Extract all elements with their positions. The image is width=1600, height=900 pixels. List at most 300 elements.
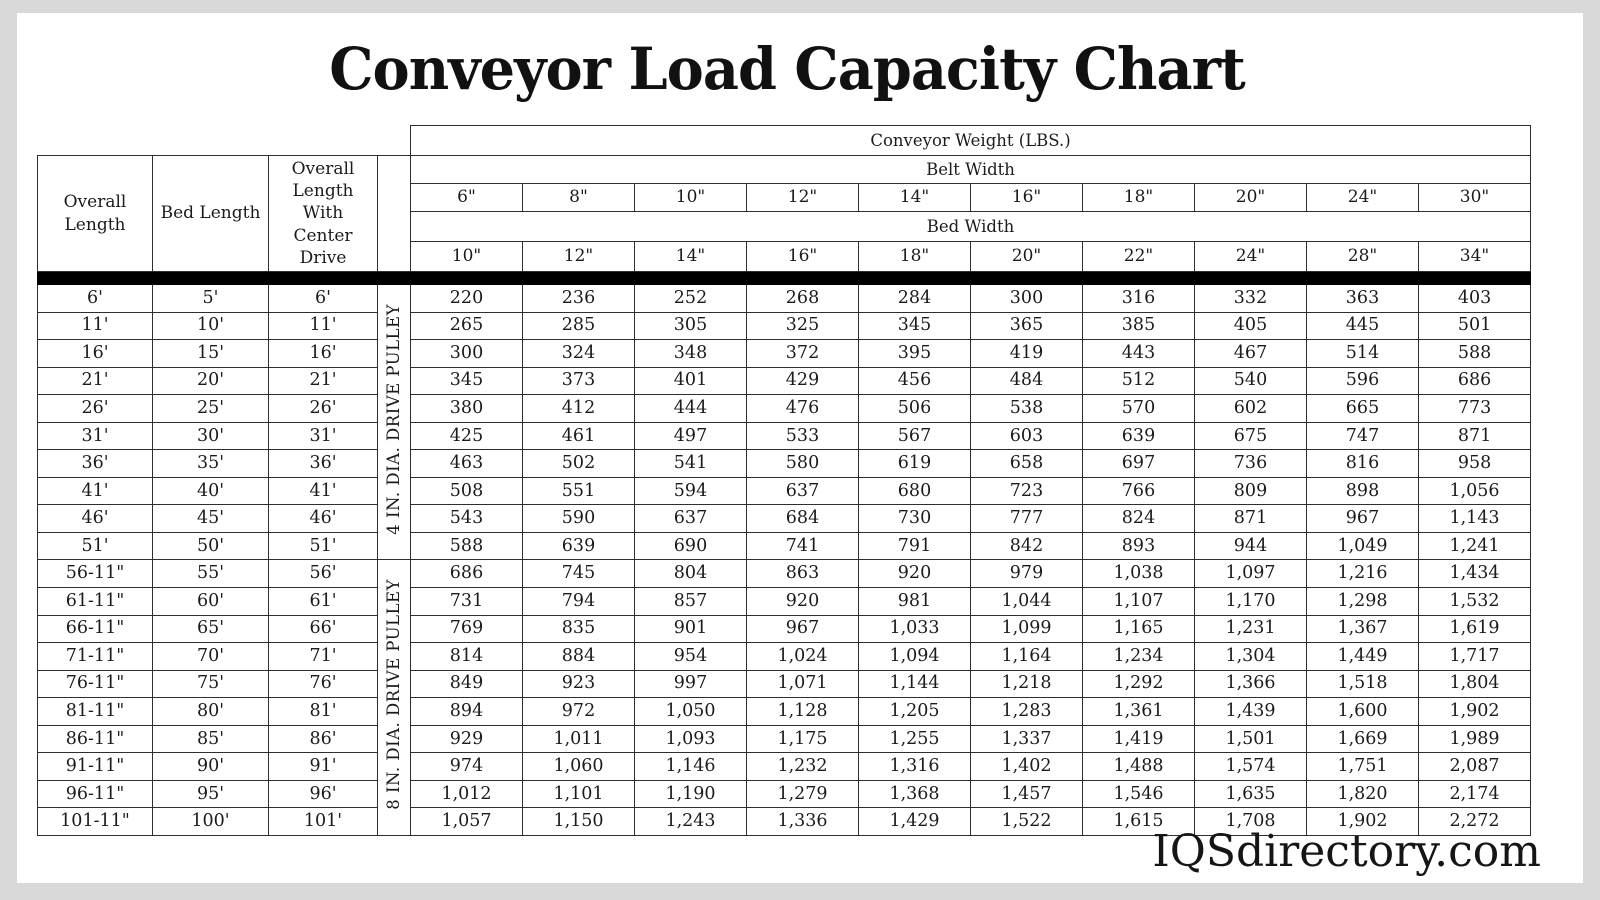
- cell-overall-length-center-drive: 51': [269, 532, 378, 560]
- cell-weight-value: 944: [1195, 532, 1307, 560]
- cell-weight-value: 1,101: [523, 780, 635, 808]
- cell-weight-value: 639: [523, 532, 635, 560]
- cell-weight-value: 923: [523, 670, 635, 698]
- cell-weight-value: 429: [747, 367, 859, 395]
- cell-weight-value: 1,402: [971, 753, 1083, 781]
- cell-weight-value: 849: [411, 670, 523, 698]
- cell-overall-length-center-drive: 26': [269, 395, 378, 423]
- cell-weight-value: 476: [747, 395, 859, 423]
- cell-overall-length-center-drive: 11': [269, 312, 378, 340]
- belt-width-size-cell: 8": [523, 184, 635, 212]
- cell-weight-value: 1,518: [1307, 670, 1419, 698]
- cell-weight-value: 893: [1083, 532, 1195, 560]
- cell-weight-value: 265: [411, 312, 523, 340]
- header-overall-length: [38, 156, 153, 272]
- cell-weight-value: 1,574: [1195, 753, 1307, 781]
- cell-weight-value: 1,434: [1419, 560, 1531, 588]
- cell-bed-length: 70': [153, 643, 269, 671]
- cell-weight-value: 686: [1419, 367, 1531, 395]
- cell-weight-value: 596: [1307, 367, 1419, 395]
- table-row: [38, 780, 1531, 808]
- bed-width-size-cell: 10": [411, 242, 523, 272]
- cell-overall-length: 41': [38, 477, 153, 505]
- cell-weight-value: 804: [635, 560, 747, 588]
- cell-weight-value: 1,038: [1083, 560, 1195, 588]
- cell-weight-value: 1,044: [971, 588, 1083, 616]
- cell-weight-value: 967: [1307, 505, 1419, 533]
- cell-overall-length: 16': [38, 340, 153, 368]
- cell-overall-length: 51': [38, 532, 153, 560]
- bed-width-size-cell: 34": [1419, 242, 1531, 272]
- cell-weight-value: 405: [1195, 312, 1307, 340]
- cell-weight-value: 538: [971, 395, 1083, 423]
- cell-weight-value: 1,429: [859, 808, 971, 836]
- cell-weight-value: 1,012: [411, 780, 523, 808]
- cell-overall-length: 96-11": [38, 780, 153, 808]
- header-bed-length: [153, 156, 269, 272]
- cell-weight-value: 502: [523, 450, 635, 478]
- cell-weight-value: 365: [971, 312, 1083, 340]
- cell-weight-value: 284: [859, 285, 971, 313]
- cell-weight-value: 345: [859, 312, 971, 340]
- belt-width-size-cell: 6": [411, 184, 523, 212]
- cell-weight-value: 1,143: [1419, 505, 1531, 533]
- belt-width-size-cell: 18": [1083, 184, 1195, 212]
- cell-weight-value: 675: [1195, 422, 1307, 450]
- cell-weight-value: 1,093: [635, 725, 747, 753]
- cell-overall-length: 31': [38, 422, 153, 450]
- cell-weight-value: 639: [1083, 422, 1195, 450]
- cell-bed-length: 85': [153, 725, 269, 753]
- cell-overall-length-center-drive: 36': [269, 450, 378, 478]
- cell-weight-value: 731: [411, 588, 523, 616]
- cell-weight-value: 777: [971, 505, 1083, 533]
- pulley-section-vertical-text: 8 IN. DIA. DRIVE PULLEY: [384, 579, 404, 811]
- cell-weight-value: 1,164: [971, 643, 1083, 671]
- cell-weight-value: 220: [411, 285, 523, 313]
- cell-weight-value: 540: [1195, 367, 1307, 395]
- cell-weight-value: 736: [1195, 450, 1307, 478]
- cell-weight-value: 1,804: [1419, 670, 1531, 698]
- cell-overall-length: 81-11": [38, 698, 153, 726]
- cell-bed-length: 55': [153, 560, 269, 588]
- cell-weight-value: 268: [747, 285, 859, 313]
- cell-weight-value: 1,522: [971, 808, 1083, 836]
- cell-weight-value: 686: [411, 560, 523, 588]
- cell-weight-value: 1,336: [747, 808, 859, 836]
- cell-weight-value: 1,146: [635, 753, 747, 781]
- cell-weight-value: 1,128: [747, 698, 859, 726]
- cell-weight-value: 997: [635, 670, 747, 698]
- cell-weight-value: 1,279: [747, 780, 859, 808]
- cell-overall-length: 36': [38, 450, 153, 478]
- cell-weight-value: 484: [971, 367, 1083, 395]
- header-bed-length-label: Bed Length: [160, 203, 261, 224]
- cell-weight-value: 1,439: [1195, 698, 1307, 726]
- cell-overall-length-center-drive: 71': [269, 643, 378, 671]
- cell-bed-length: 10': [153, 312, 269, 340]
- cell-weight-value: 723: [971, 477, 1083, 505]
- pulley-header-spacer: [378, 156, 411, 272]
- cell-weight-value: 506: [859, 395, 971, 423]
- cell-weight-value: 443: [1083, 340, 1195, 368]
- cell-weight-value: 1,902: [1419, 698, 1531, 726]
- table-row: [38, 725, 1531, 753]
- cell-overall-length: 101-11": [38, 808, 153, 836]
- cell-weight-value: 363: [1307, 285, 1419, 313]
- cell-weight-value: 1,820: [1307, 780, 1419, 808]
- cell-weight-value: 385: [1083, 312, 1195, 340]
- cell-weight-value: 898: [1307, 477, 1419, 505]
- cell-weight-value: 2,272: [1419, 808, 1531, 836]
- table-row: [38, 560, 1531, 588]
- cell-weight-value: 512: [1083, 367, 1195, 395]
- table-row: [38, 753, 1531, 781]
- cell-weight-value: 1,190: [635, 780, 747, 808]
- cell-weight-value: 456: [859, 367, 971, 395]
- header-bed-width: Bed Width: [411, 212, 1531, 242]
- cell-weight-value: 1,283: [971, 698, 1083, 726]
- cell-overall-length-center-drive: 66': [269, 615, 378, 643]
- cell-weight-value: 300: [971, 285, 1083, 313]
- cell-weight-value: 463: [411, 450, 523, 478]
- cell-weight-value: 1,234: [1083, 643, 1195, 671]
- cell-weight-value: 1,316: [859, 753, 971, 781]
- cell-weight-value: 824: [1083, 505, 1195, 533]
- header-conveyor-weight: Conveyor Weight (LBS.): [411, 126, 1531, 156]
- belt-width-size-cell: 24": [1307, 184, 1419, 212]
- cell-weight-value: 658: [971, 450, 1083, 478]
- header-overall-length-center-drive: [269, 156, 378, 272]
- cell-weight-value: 747: [1307, 422, 1419, 450]
- cell-weight-value: 1,708: [1195, 808, 1307, 836]
- cell-overall-length-center-drive: 101': [269, 808, 378, 836]
- cell-weight-value: 1,989: [1419, 725, 1531, 753]
- cell-weight-value: 395: [859, 340, 971, 368]
- cell-weight-value: 372: [747, 340, 859, 368]
- cell-overall-length-center-drive: 96': [269, 780, 378, 808]
- watermark: IQSdirectory.com: [1152, 826, 1541, 877]
- cell-weight-value: 567: [859, 422, 971, 450]
- cell-weight-value: 1,071: [747, 670, 859, 698]
- header-separator-band: [38, 272, 1531, 285]
- cell-weight-value: 380: [411, 395, 523, 423]
- cell-bed-length: 25': [153, 395, 269, 423]
- cell-overall-length: 91-11": [38, 753, 153, 781]
- table-row: [38, 340, 1531, 368]
- cell-overall-length-center-drive: 41': [269, 477, 378, 505]
- cell-weight-value: 1,501: [1195, 725, 1307, 753]
- cell-bed-length: 20': [153, 367, 269, 395]
- cell-overall-length-center-drive: 91': [269, 753, 378, 781]
- cell-weight-value: 745: [523, 560, 635, 588]
- cell-weight-value: 979: [971, 560, 1083, 588]
- cell-weight-value: 348: [635, 340, 747, 368]
- cell-weight-value: 2,174: [1419, 780, 1531, 808]
- cell-weight-value: 497: [635, 422, 747, 450]
- cell-weight-value: 791: [859, 532, 971, 560]
- cell-bed-length: 45': [153, 505, 269, 533]
- cell-weight-value: 373: [523, 367, 635, 395]
- cell-weight-value: 1,366: [1195, 670, 1307, 698]
- cell-weight-value: 1,011: [523, 725, 635, 753]
- cell-weight-value: 1,094: [859, 643, 971, 671]
- cell-weight-value: 1,050: [635, 698, 747, 726]
- cell-weight-value: 467: [1195, 340, 1307, 368]
- cell-weight-value: 816: [1307, 450, 1419, 478]
- cell-weight-value: 773: [1419, 395, 1531, 423]
- pulley-section-label-4in: [378, 285, 411, 560]
- cell-bed-length: 95': [153, 780, 269, 808]
- header-overall-length-label: Overall Length: [63, 192, 127, 235]
- belt-width-size-cell: 10": [635, 184, 747, 212]
- cell-overall-length: 6': [38, 285, 153, 313]
- table-row: [38, 588, 1531, 616]
- cell-bed-length: 65': [153, 615, 269, 643]
- cell-weight-value: 637: [635, 505, 747, 533]
- cell-overall-length: 21': [38, 367, 153, 395]
- cell-weight-value: 1,449: [1307, 643, 1419, 671]
- cell-weight-value: 1,546: [1083, 780, 1195, 808]
- cell-weight-value: 1,292: [1083, 670, 1195, 698]
- cell-weight-value: 842: [971, 532, 1083, 560]
- cell-overall-length-center-drive: 81': [269, 698, 378, 726]
- cell-weight-value: 680: [859, 477, 971, 505]
- table-row: [38, 312, 1531, 340]
- cell-weight-value: 1,368: [859, 780, 971, 808]
- cell-weight-value: 603: [971, 422, 1083, 450]
- cell-weight-value: 1,144: [859, 670, 971, 698]
- table-row: [38, 285, 1531, 313]
- cell-bed-length: 50': [153, 532, 269, 560]
- cell-weight-value: 1,218: [971, 670, 1083, 698]
- cell-weight-value: 835: [523, 615, 635, 643]
- belt-width-size-cell: 14": [859, 184, 971, 212]
- cell-weight-value: 863: [747, 560, 859, 588]
- pulley-section-label-8in: [378, 560, 411, 835]
- table-row: [38, 643, 1531, 671]
- cell-weight-value: 1,107: [1083, 588, 1195, 616]
- page-background: [17, 13, 1583, 883]
- cell-weight-value: 533: [747, 422, 859, 450]
- cell-weight-value: 1,615: [1083, 808, 1195, 836]
- cell-weight-value: 345: [411, 367, 523, 395]
- cell-weight-value: 972: [523, 698, 635, 726]
- cell-overall-length: 26': [38, 395, 153, 423]
- cell-weight-value: 665: [1307, 395, 1419, 423]
- bed-width-size-cell: 28": [1307, 242, 1419, 272]
- cell-overall-length-center-drive: 6': [269, 285, 378, 313]
- cell-overall-length-center-drive: 31': [269, 422, 378, 450]
- cell-weight-value: 1,635: [1195, 780, 1307, 808]
- cell-weight-value: 1,205: [859, 698, 971, 726]
- cell-weight-value: 551: [523, 477, 635, 505]
- cell-weight-value: 305: [635, 312, 747, 340]
- cell-weight-value: 769: [411, 615, 523, 643]
- cell-weight-value: 871: [1195, 505, 1307, 533]
- belt-width-size-cell: 16": [971, 184, 1083, 212]
- load-capacity-table: [37, 125, 1531, 836]
- cell-weight-value: 316: [1083, 285, 1195, 313]
- table-row: [38, 450, 1531, 478]
- cell-weight-value: 981: [859, 588, 971, 616]
- cell-weight-value: 425: [411, 422, 523, 450]
- table-row: [38, 395, 1531, 423]
- cell-weight-value: 1,419: [1083, 725, 1195, 753]
- cell-weight-value: 444: [635, 395, 747, 423]
- cell-weight-value: 1,099: [971, 615, 1083, 643]
- cell-weight-value: 690: [635, 532, 747, 560]
- table-row: [38, 367, 1531, 395]
- cell-weight-value: 684: [747, 505, 859, 533]
- cell-overall-length: 71-11": [38, 643, 153, 671]
- cell-weight-value: 1,669: [1307, 725, 1419, 753]
- cell-weight-value: 929: [411, 725, 523, 753]
- cell-weight-value: 1,170: [1195, 588, 1307, 616]
- cell-weight-value: 1,231: [1195, 615, 1307, 643]
- cell-weight-value: 1,150: [523, 808, 635, 836]
- cell-weight-value: 920: [747, 588, 859, 616]
- cell-weight-value: 730: [859, 505, 971, 533]
- cell-weight-value: 461: [523, 422, 635, 450]
- cell-bed-length: 90': [153, 753, 269, 781]
- cell-weight-value: 884: [523, 643, 635, 671]
- header-overall-length-center-drive-label: Overall Length With Center Drive: [291, 159, 355, 268]
- cell-weight-value: 419: [971, 340, 1083, 368]
- cell-weight-value: 252: [635, 285, 747, 313]
- cell-weight-value: 1,175: [747, 725, 859, 753]
- cell-bed-length: 15': [153, 340, 269, 368]
- cell-weight-value: 871: [1419, 422, 1531, 450]
- cell-weight-value: 637: [747, 477, 859, 505]
- cell-weight-value: 766: [1083, 477, 1195, 505]
- cell-overall-length-center-drive: 56': [269, 560, 378, 588]
- cell-weight-value: 1,488: [1083, 753, 1195, 781]
- bed-width-size-cell: 22": [1083, 242, 1195, 272]
- cell-weight-value: 1,457: [971, 780, 1083, 808]
- bed-width-size-cell: 16": [747, 242, 859, 272]
- table-row: [38, 532, 1531, 560]
- cell-bed-length: 100': [153, 808, 269, 836]
- chart-title: Conveyor Load Capacity Chart: [329, 35, 1245, 103]
- cell-overall-length-center-drive: 76': [269, 670, 378, 698]
- table-row: [38, 670, 1531, 698]
- cell-weight-value: 1,049: [1307, 532, 1419, 560]
- cell-weight-value: 541: [635, 450, 747, 478]
- cell-weight-value: 501: [1419, 312, 1531, 340]
- cell-weight-value: 1,304: [1195, 643, 1307, 671]
- cell-overall-length-center-drive: 46': [269, 505, 378, 533]
- cell-weight-value: 325: [747, 312, 859, 340]
- cell-weight-value: 1,361: [1083, 698, 1195, 726]
- cell-weight-value: 1,216: [1307, 560, 1419, 588]
- cell-overall-length: 86-11": [38, 725, 153, 753]
- cell-weight-value: 543: [411, 505, 523, 533]
- table-row: [38, 615, 1531, 643]
- cell-overall-length: 11': [38, 312, 153, 340]
- cell-weight-value: 412: [523, 395, 635, 423]
- cell-weight-value: 1,337: [971, 725, 1083, 753]
- cell-weight-value: 1,024: [747, 643, 859, 671]
- cell-weight-value: 974: [411, 753, 523, 781]
- cell-overall-length: 46': [38, 505, 153, 533]
- cell-weight-value: 445: [1307, 312, 1419, 340]
- cell-weight-value: 958: [1419, 450, 1531, 478]
- cell-weight-value: 300: [411, 340, 523, 368]
- cell-weight-value: 580: [747, 450, 859, 478]
- cell-overall-length: 76-11": [38, 670, 153, 698]
- cell-weight-value: 570: [1083, 395, 1195, 423]
- cell-weight-value: 285: [523, 312, 635, 340]
- cell-bed-length: 40': [153, 477, 269, 505]
- cell-weight-value: 1,033: [859, 615, 971, 643]
- pulley-section-vertical-text: 4 IN. DIA. DRIVE PULLEY: [384, 303, 404, 535]
- cell-bed-length: 30': [153, 422, 269, 450]
- belt-width-size-cell: 12": [747, 184, 859, 212]
- cell-weight-value: 514: [1307, 340, 1419, 368]
- table-row: [38, 477, 1531, 505]
- cell-weight-value: 508: [411, 477, 523, 505]
- cell-weight-value: 619: [859, 450, 971, 478]
- bed-width-size-cell: 18": [859, 242, 971, 272]
- cell-weight-value: 1,243: [635, 808, 747, 836]
- cell-weight-value: 1,097: [1195, 560, 1307, 588]
- cell-overall-length-center-drive: 16': [269, 340, 378, 368]
- cell-weight-value: 1,060: [523, 753, 635, 781]
- cell-weight-value: 920: [859, 560, 971, 588]
- cell-weight-value: 588: [411, 532, 523, 560]
- cell-weight-value: 1,367: [1307, 615, 1419, 643]
- cell-weight-value: 697: [1083, 450, 1195, 478]
- cell-weight-value: 588: [1419, 340, 1531, 368]
- belt-width-size-cell: 20": [1195, 184, 1307, 212]
- cell-bed-length: 5': [153, 285, 269, 313]
- cell-weight-value: 1,619: [1419, 615, 1531, 643]
- cell-overall-length: 61-11": [38, 588, 153, 616]
- cell-bed-length: 80': [153, 698, 269, 726]
- cell-weight-value: 1,165: [1083, 615, 1195, 643]
- cell-weight-value: 1,717: [1419, 643, 1531, 671]
- cell-weight-value: 1,600: [1307, 698, 1419, 726]
- cell-weight-value: 1,751: [1307, 753, 1419, 781]
- cell-weight-value: 403: [1419, 285, 1531, 313]
- cell-weight-value: 741: [747, 532, 859, 560]
- cell-overall-length: 56-11": [38, 560, 153, 588]
- table-row: [38, 698, 1531, 726]
- cell-weight-value: 2,087: [1419, 753, 1531, 781]
- cell-weight-value: 901: [635, 615, 747, 643]
- cell-weight-value: 1,056: [1419, 477, 1531, 505]
- table-row: [38, 505, 1531, 533]
- cell-weight-value: 857: [635, 588, 747, 616]
- cell-weight-value: 1,057: [411, 808, 523, 836]
- cell-weight-value: 324: [523, 340, 635, 368]
- bed-width-size-cell: 12": [523, 242, 635, 272]
- cell-weight-value: 1,232: [747, 753, 859, 781]
- cell-weight-value: 594: [635, 477, 747, 505]
- cell-weight-value: 809: [1195, 477, 1307, 505]
- cell-weight-value: 236: [523, 285, 635, 313]
- cell-weight-value: 794: [523, 588, 635, 616]
- bed-width-size-cell: 14": [635, 242, 747, 272]
- cell-weight-value: 1,532: [1419, 588, 1531, 616]
- cell-weight-value: 894: [411, 698, 523, 726]
- cell-weight-value: 1,298: [1307, 588, 1419, 616]
- cell-weight-value: 967: [747, 615, 859, 643]
- cell-weight-value: 590: [523, 505, 635, 533]
- table-row: [38, 422, 1531, 450]
- cell-weight-value: 1,241: [1419, 532, 1531, 560]
